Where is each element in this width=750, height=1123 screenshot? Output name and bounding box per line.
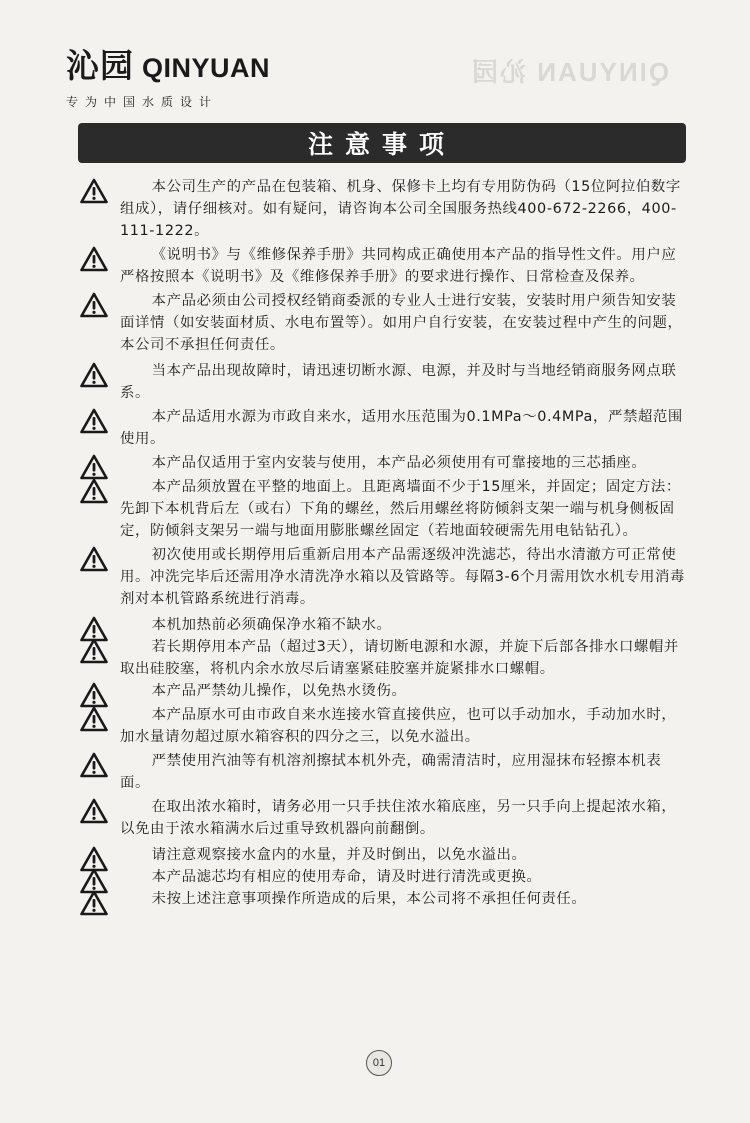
warning-triangle-icon [80,362,108,388]
note-item [80,796,690,840]
warning-triangle-icon [80,752,108,778]
note-item [80,888,690,910]
note-text: 未按上述注意事项操作所造成的后果，本公司将不承担任何责任。 [151,891,587,907]
note-text: 若长期停用本产品（超过3天），请切断电源和水源，并旋下后部各排水口螺帽并取出硅胶塞，将机内余水放尽后请塞紧硅胶塞并旋紧排水口螺帽。 [120,639,679,677]
warning-triangle-icon [80,478,108,504]
note-item [80,866,690,888]
note-text: 严禁使用汽油等有机溶剂擦拭本机外壳，确需清洁时，应用湿抹布轻擦本机表面。 [120,753,662,791]
note-text: 当本产品出现故障时，请迅速切断水源、电源，并及时与当地经销商服务网点联系。 [120,363,677,401]
note-text: 在取出浓水箱时，请务必用一只手扶住浓水箱底座，另一只手向上提起浓水箱，以免由于浓水箱满水后过重导致机器向前翻倒。 [120,799,677,837]
note-text: 《说明书》与《维修保养手册》共同构成正确使用本产品的指导性文件。用户应严格按照本《说明书》及《维修保养手册》的要求进行操作、日常检查及保养。 [120,247,677,285]
note-text: 初次使用或长期停用后重新启用本产品需逐级冲洗滤芯，待出水清澈方可正常使用。冲洗完毕后还需用净水清洗净水箱以及管路等。每隔3-6个月需用饮水机专用消毒剂对本机管路系统进行消毒。 [120,547,685,607]
section-title-bar [78,123,686,163]
note-text: 请注意观察接水盒内的水量，并及时倒出，以免水溢出。 [151,847,527,863]
page-number: 01 [372,1057,386,1069]
note-text: 本产品必须由公司授权经销商委派的专业人士进行安装，安装时用户须告知安装面详情（如安装面材质、水电布置等）。如用户自行安装，在安装过程中产生的问题，本公司不承担任何责任。 [120,293,683,353]
note-text: 本产品原水可由市政自来水连接水管直接供应，也可以手动加水，手动加水时，加水量请勿超过原水箱容积的四分之三，以免水溢出。 [120,707,677,745]
note-text: 本产品适用水源为市政自来水，适用水压范围为0.1MPa～0.4MPa，严禁超范围使用。 [120,409,683,447]
brand-slogan: 专为中国水质设计 [66,95,219,109]
brand-name-en: QINYUAN [142,53,271,83]
page-number-badge [366,1050,392,1076]
note-item [80,680,690,702]
brand-header [66,40,270,110]
note-item [80,636,690,680]
warning-triangle-icon [80,706,108,732]
note-item [80,176,690,242]
note-text: 本机加热前必须确保净水箱不缺水。 [151,617,392,633]
note-item [80,476,690,542]
warning-triangle-icon [80,890,108,916]
note-item [80,704,690,748]
note-item [80,544,690,610]
warning-triangle-icon [80,408,108,434]
warning-triangle-icon [80,798,108,824]
note-item [80,844,690,866]
note-text: 本产品滤芯均有相应的使用寿命，请及时进行清洗或更换。 [151,869,542,885]
note-item [80,290,690,356]
section-title: 注意事项 [307,130,456,159]
brand-logo [66,40,270,87]
note-text: 本公司生产的产品在包装箱、机身、保修卡上均有专用防伪码（15位阿拉伯数字组成），请仔细核对。如有疑问，请咨询本公司全国服务热线400-672-2266，400-111-1222。 [120,179,681,239]
show-through-watermark: QINYUAN 沁园 [470,57,670,87]
note-text: 本产品严禁幼儿操作，以免热水烫伤。 [151,683,407,699]
notes-list [80,176,690,910]
note-item [80,406,690,450]
warning-triangle-icon [80,638,108,664]
warning-triangle-icon [80,178,108,204]
note-item [80,750,690,794]
brand-name-cn: 沁园 [66,46,134,85]
note-text: 本产品仅适用于室内安装与使用，本产品必须使用有可靠接地的三芯插座。 [151,455,647,471]
note-item [80,452,690,474]
note-item [80,244,690,288]
note-item [80,614,690,636]
note-item [80,360,690,404]
note-text: 本产品须放置在平整的地面上。且距离墙面不少于15厘米，并固定；固定方法：先卸下本机背后左（或右）下角的螺丝，然后用螺丝将防倾斜支架一端与机身侧板固定，防倾斜支架另一端与地面用膨胀螺丝固定（若地面较硬需先用电钻钻孔）。 [120,479,681,539]
warning-triangle-icon [80,292,108,318]
warning-triangle-icon [80,246,108,272]
warning-triangle-icon [80,546,108,572]
